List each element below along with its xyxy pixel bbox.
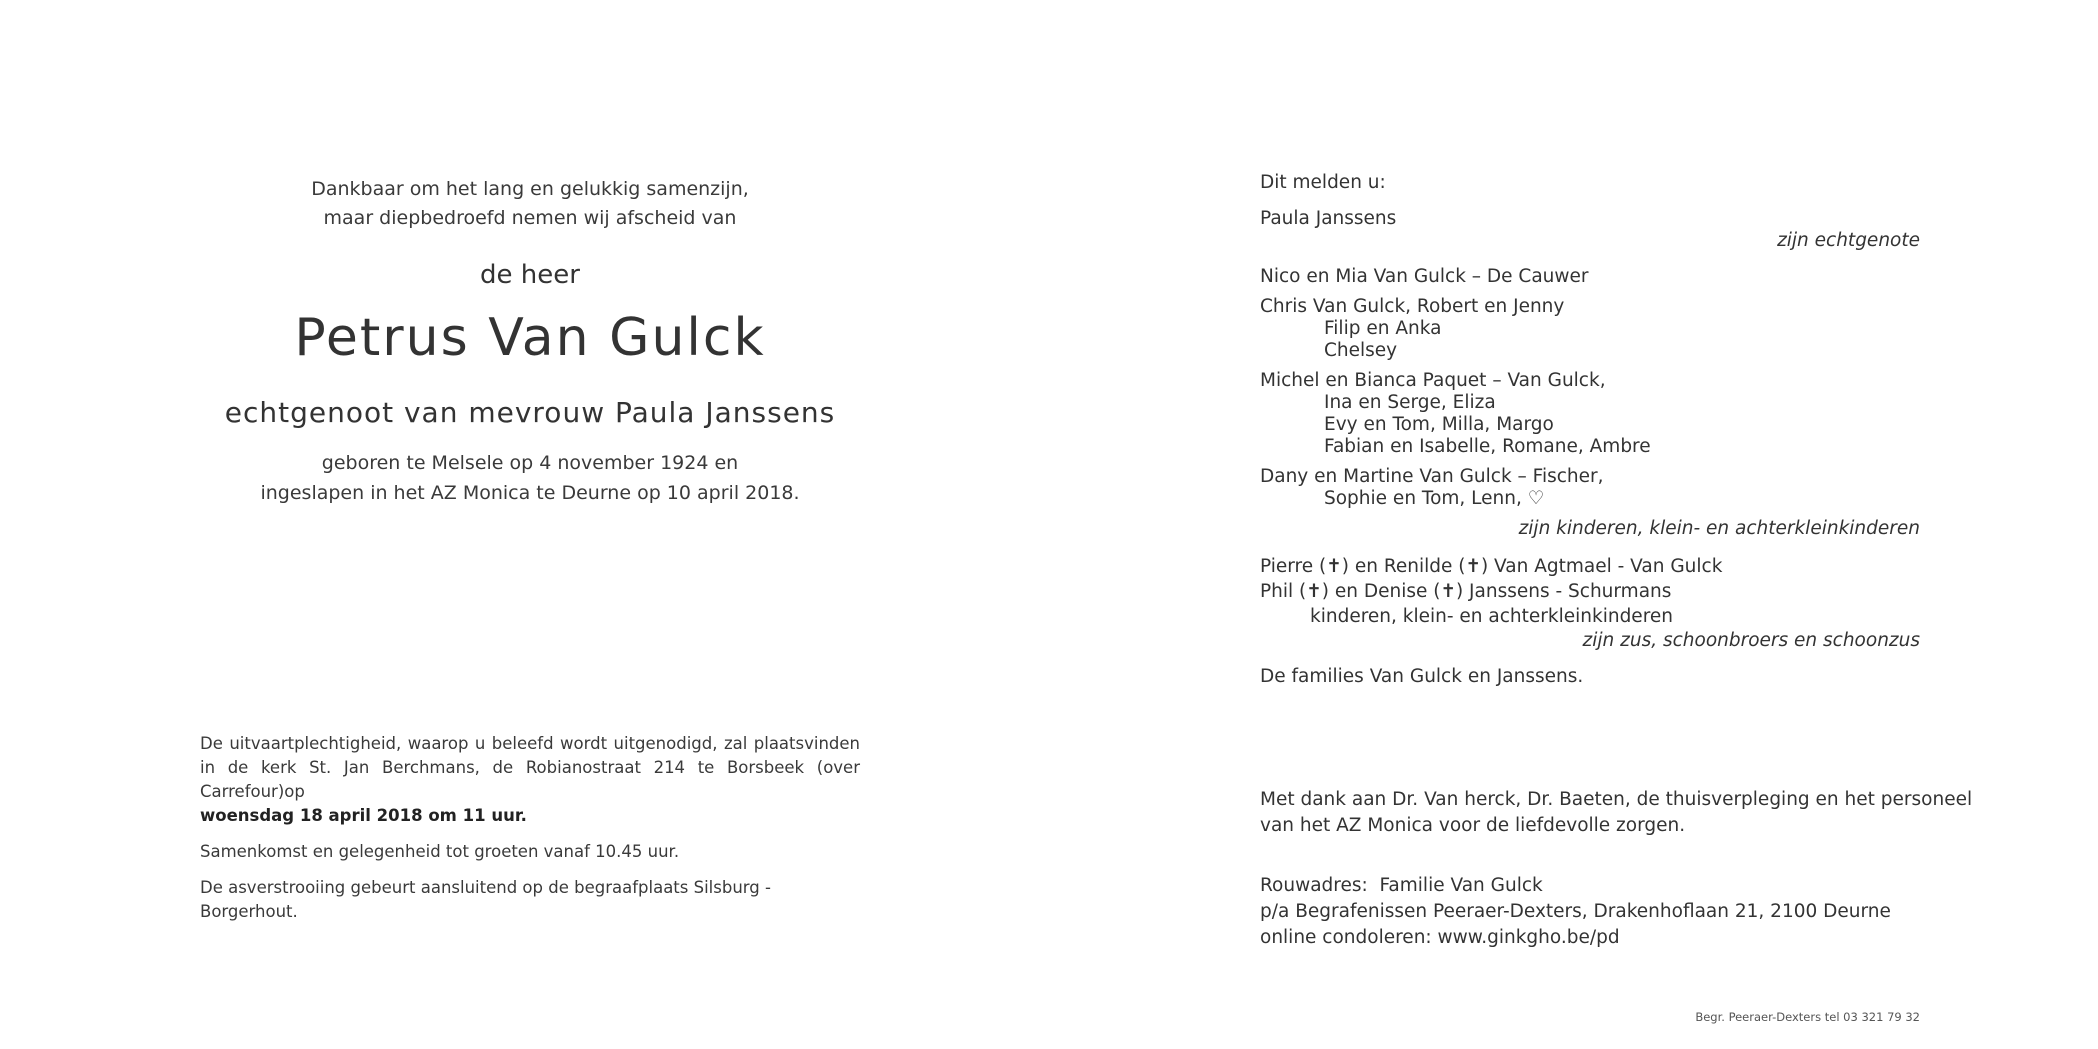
intro-text bbox=[200, 175, 860, 233]
announcers-heading: Dit melden u: bbox=[1260, 172, 1386, 193]
born-line: geboren te Melsele op 4 november 1924 en bbox=[321, 452, 739, 474]
sibling-line-1: Pierre (✝) en Renilde (✝) Van Agtmael - Van Gulck bbox=[1260, 556, 1723, 577]
announcers-list bbox=[1260, 172, 1920, 688]
thanks-text bbox=[1260, 787, 1973, 839]
children-role: zijn kinderen, klein- en achterkleinkinderen bbox=[1518, 518, 1920, 539]
printer-credit: Begr. Peeraer-Dexters tel 03 321 79 32 bbox=[1695, 1010, 1920, 1024]
died-line: ingeslapen in het AZ Monica te Deurne op 10 april 2018. bbox=[260, 482, 800, 504]
thanks-line-2: van het AZ Monica voor de liefdevolle zorgen. bbox=[1260, 815, 1686, 836]
grandchild-line: Chelsey bbox=[1324, 340, 1398, 361]
honorific: de heer bbox=[480, 260, 580, 290]
address-line-3: online condoleren: www.ginkgho.be/pd bbox=[1260, 927, 1620, 948]
child-family-2: Chris Van Gulck, Robert en Jenny bbox=[1260, 296, 1565, 317]
life-dates bbox=[200, 448, 860, 508]
grandchild-line: Filip en Anka bbox=[1324, 318, 1442, 339]
funeral-date: woensdag 18 april 2018 om 11 uur. bbox=[200, 806, 527, 825]
sibling-line-2: Phil (✝) en Denise (✝) Janssens - Schurmans bbox=[1260, 581, 1672, 602]
families-line: De families Van Gulck en Janssens. bbox=[1260, 666, 1584, 687]
funeral-paragraph bbox=[200, 732, 860, 828]
grandchild-line: Evy en Tom, Milla, Margo bbox=[1324, 414, 1554, 435]
funeral-info bbox=[200, 732, 860, 924]
child-family-1: Nico en Mia Van Gulck – De Cauwer bbox=[1260, 266, 1589, 287]
address-line-2: p/a Begrafenissen Peeraer-Dexters, Drakenhoflaan 21, 2100 Deurne bbox=[1260, 901, 1891, 922]
siblings-role: zijn zus, schoonbroers en schoonzus bbox=[1582, 630, 1920, 651]
sibling-descendants: kinderen, klein- en achterkleinkinderen bbox=[1310, 606, 1673, 627]
spouse-role: zijn echtgenote bbox=[1777, 230, 1920, 251]
intro-line-2: maar diepbedroefd nemen wij afscheid van bbox=[323, 207, 737, 229]
spouse-name: Paula Janssens bbox=[1260, 208, 1397, 229]
spouse-line: echtgenoot van mevrouw Paula Janssens bbox=[224, 396, 836, 429]
ash-scattering-text: De asverstrooiing gebeurt aansluitend op de begraafplaats Silsburg - Borgerhout. bbox=[200, 878, 771, 921]
grandchild-line: Sophie en Tom, Lenn, ♡ bbox=[1324, 488, 1545, 509]
grandchild-line: Fabian en Isabelle, Romane, Ambre bbox=[1324, 436, 1651, 457]
address-line-1: Rouwadres: Familie Van Gulck bbox=[1260, 875, 1543, 896]
mourning-address bbox=[1260, 873, 1920, 951]
thanks-line-1: Met dank aan Dr. Van herck, Dr. Baeten, de thuisverpleging en het personeel bbox=[1260, 789, 1973, 810]
deceased-name: Petrus Van Gulck bbox=[294, 308, 766, 368]
child-family-3: Michel en Bianca Paquet – Van Gulck, bbox=[1260, 370, 1606, 391]
intro-line-1: Dankbaar om het lang en gelukkig samenzijn, bbox=[311, 178, 749, 200]
child-family-4: Dany en Martine Van Gulck – Fischer, bbox=[1260, 466, 1604, 487]
grandchild-line: Ina en Serge, Eliza bbox=[1324, 392, 1496, 413]
funeral-text: De uitvaartplechtigheid, waarop u beleefd wordt uitgenodigd, zal plaatsvinden in de kerk St. Jan Berchmans, de Robianostraat 214 te Borsbeek (over Carrefour)op bbox=[200, 734, 860, 801]
gathering-text: Samenkomst en gelegenheid tot groeten vanaf 10.45 uur. bbox=[200, 842, 680, 861]
